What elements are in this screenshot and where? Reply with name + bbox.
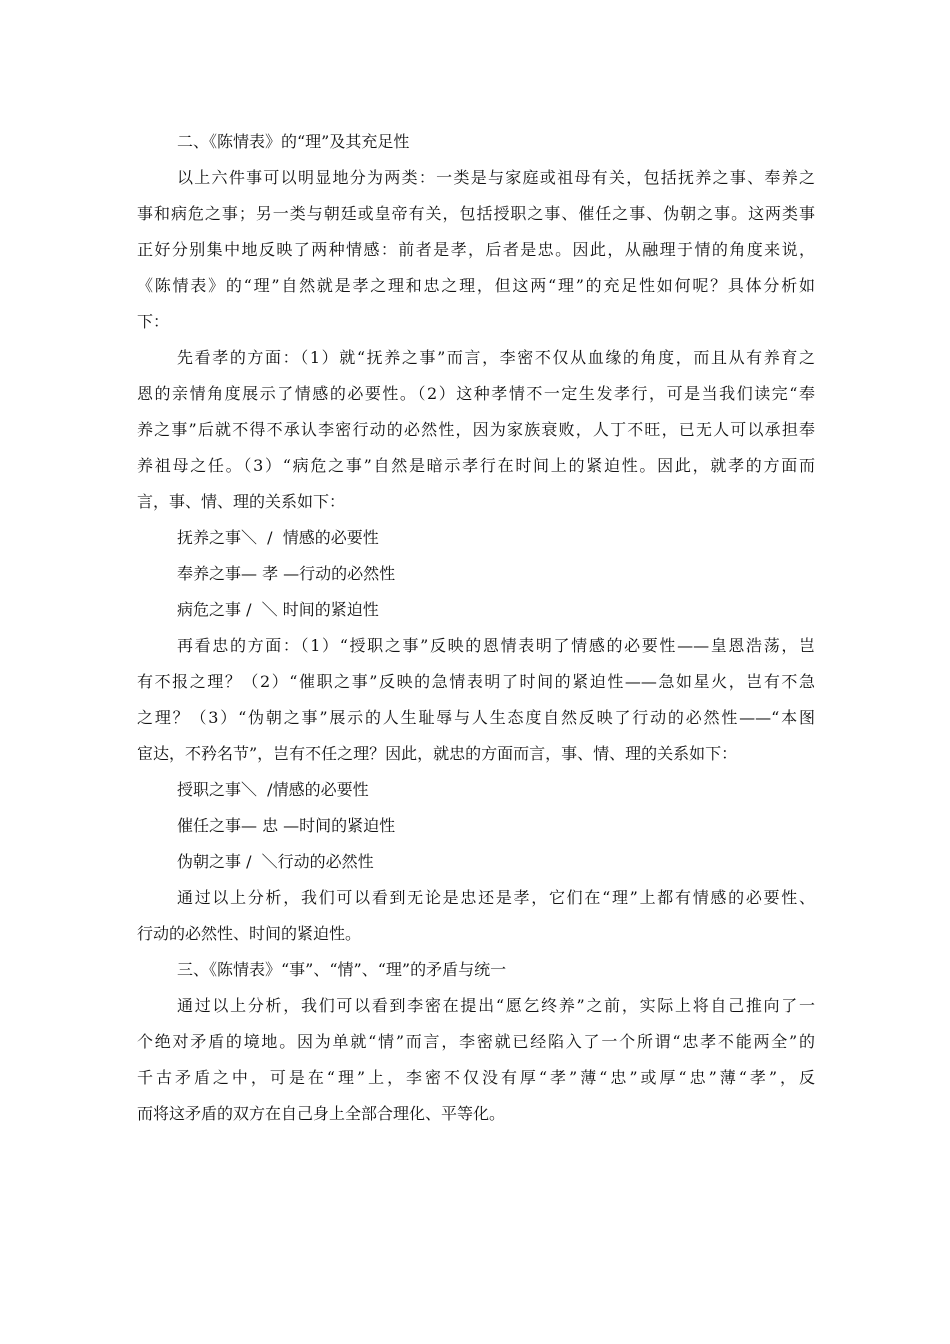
diagram-line: 奉养之事— 孝 —行动的必然性	[177, 564, 396, 583]
section3-paragraph-1	[137, 988, 815, 1132]
paragraph-line: 个绝对矛盾的境地。因为单就“情”而言，李密就已经陷入了一个所谓“忠孝不能两全”的	[137, 1032, 815, 1051]
paragraph-line: 下：	[137, 312, 170, 331]
paragraph-line: 再看忠的方面：（1）“授职之事”反映的恩情表明了情感的必要性——皇恩浩荡，岂	[177, 636, 815, 655]
paragraph-line: 恩的亲情角度展示了情感的必要性。（2）这种孝情不一定生发孝行，可是当我们读完“奉	[137, 384, 815, 403]
document-page	[137, 124, 815, 1132]
section2-heading: 二、《陈情表》的“理”及其充足性	[177, 132, 410, 151]
paragraph-line: 之理？（3）“伪朝之事”展示的人生耻辱与人生态度自然反映了行动的必然性——“本图	[137, 708, 815, 727]
paragraph-line: 先看孝的方面：（1）就“抚养之事”而言，李密不仅从血缘的角度，而且从有养育之	[177, 348, 815, 367]
zhong-relation-diagram	[137, 772, 815, 880]
paragraph-line: 言，事、情、理的关系如下：	[137, 492, 346, 511]
section2-paragraph-2	[137, 340, 815, 520]
paragraph-line: 养祖母之任。（3）“病危之事”自然是暗示孝行在时间上的紧迫性。因此，就孝的方面而	[137, 456, 815, 475]
diagram-line: 授职之事＼ /情感的必要性	[177, 780, 369, 799]
diagram-line: 病危之事 / ＼ 时间的紧迫性	[177, 600, 379, 619]
xiao-relation-diagram	[137, 520, 815, 628]
paragraph-line: 养之事”后就不得不承认李密行动的必然性，因为家族衰败，人丁不旺，已无人可以承担奉	[137, 420, 815, 439]
section2-paragraph-4	[137, 880, 815, 952]
section3-heading: 三、《陈情表》“事”、“情”、“理”的矛盾与统一	[177, 960, 507, 979]
diagram-line: 抚养之事＼ / 情感的必要性	[177, 528, 379, 547]
paragraph-line: 事和病危之事；另一类与朝廷或皇帝有关，包括授职之事、催任之事、伪朝之事。这两类事	[137, 204, 815, 223]
paragraph-line: 《陈情表》的“理”自然就是孝之理和忠之理，但这两“理”的充足性如何呢？具体分析如	[137, 276, 815, 295]
paragraph-line: 而将这矛盾的双方在自己身上全部合理化、平等化。	[137, 1104, 506, 1123]
diagram-line: 伪朝之事 / ＼行动的必然性	[177, 852, 374, 871]
paragraph-line: 以上六件事可以明显地分为两类：一类是与家庭或祖母有关，包括抚养之事、奉养之	[177, 168, 815, 187]
paragraph-line: 行动的必然性、时间的紧迫性。	[137, 924, 362, 943]
paragraph-line: 有不报之理？（2）“催职之事”反映的急情表明了时间的紧迫性——急如星火，岂有不急	[137, 672, 815, 691]
paragraph-line: 宦达，不矜名节”，岂有不任之理？因此，就忠的方面而言，事、情、理的关系如下：	[137, 744, 738, 763]
paragraph-line: 通过以上分析，我们可以看到无论是忠还是孝，它们在“理”上都有情感的必要性、	[177, 888, 815, 907]
paragraph-line: 通过以上分析，我们可以看到李密在提出“愿乞终养”之前，实际上将自己推向了一	[177, 996, 815, 1015]
section2-paragraph-1	[137, 160, 815, 340]
section2-paragraph-3	[137, 628, 815, 772]
paragraph-line: 正好分别集中地反映了两种情感：前者是孝，后者是忠。因此，从融理于情的角度来说，	[137, 240, 815, 259]
diagram-line: 催任之事— 忠 —时间的紧迫性	[177, 816, 396, 835]
paragraph-line: 千古矛盾之中，可是在“理”上，李密不仅没有厚“孝”薄“忠”或厚“忠”薄“孝”，反	[137, 1068, 815, 1087]
